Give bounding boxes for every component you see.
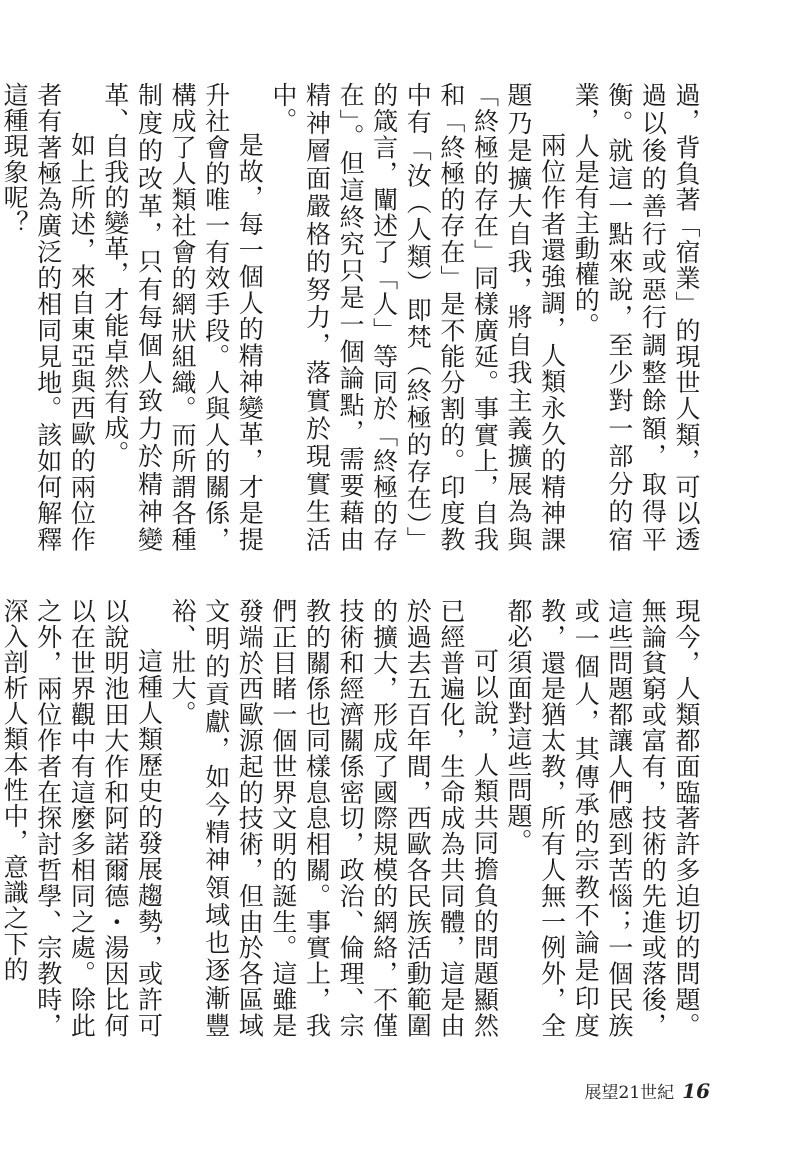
page-footer — [585, 1078, 710, 1103]
paragraph: 如上所述，來自東亞與西歐的兩位作者有著極為廣泛的相同見地。該如何解釋這種現象呢？ — [0, 82, 97, 552]
page-number: 16 — [682, 1079, 710, 1103]
paragraph: 兩位作者還強調，人類永久的精神課題乃是擴大自我，將自我主義擴展為與「終極的存在」同樣廣延。事實上，自我和「終極的存在」是不能分割的。印度教中有「汝（人類）即梵（終極的存在）」的箴言，闡述了「人」等同於「終極的存在」。但這終究只是一個論點，需要藉由精神層面嚴格的努力，落實於現實生活中。 — [268, 82, 567, 552]
book-title: 展望21世紀 — [584, 1083, 675, 1103]
lower-text-block — [0, 598, 703, 1038]
paragraph: 可以說，人類共同擔負的問題顯然已經普遍化，生命成為共同體，這是由於過去五百年間，西歐各民族活動範圍的擴大，形成了國際規模的網絡，不僅技術和經濟關係密切，政治、倫理、宗教的關係也同樣息息相關。事實上，我們正目睹一個世界文明的誕生。這雖是發端於西歐源起的技術，但由於各區域文明的貢獻，如今精神領域也逐漸豐裕、壯大。 — [168, 598, 500, 1038]
paragraph: 過，背負著「宿業」的現世人類，可以透過以後的善行或惡行調整餘額，取得平衡。就這一點來說，至少對一部分的宿業，人是有主動權的。 — [571, 82, 701, 552]
paragraph: 是故，每一個人的精神變革，才是提升社會的唯一有效手段。人與人的關係，構成了人類社會的網狀組織。而所謂各種制度的改革，只有每個人致力於精神變革、自我的變革，才能卓然有成。 — [100, 82, 265, 552]
paragraph: 這種人類歷史的發展趨勢，或許可以說明池田大作和阿諾爾德・湯因比何以在世界觀中有這麼多相同之處。除此之外，兩位作者在探討哲學、宗教時，深入剖析人類本性中，意識之下的 — [0, 598, 164, 1038]
upper-text-block — [0, 82, 703, 552]
paragraph: 現今，人類都面臨著許多迫切的問題。無論貧窮或富有，技術的先進或落後，這些問題都讓人們感到苦惱；一個民族或一個人，其傳承的宗教不論是印度教，還是猶太教，所有人無一例外，全都必須面對這些問題。 — [504, 598, 701, 1038]
